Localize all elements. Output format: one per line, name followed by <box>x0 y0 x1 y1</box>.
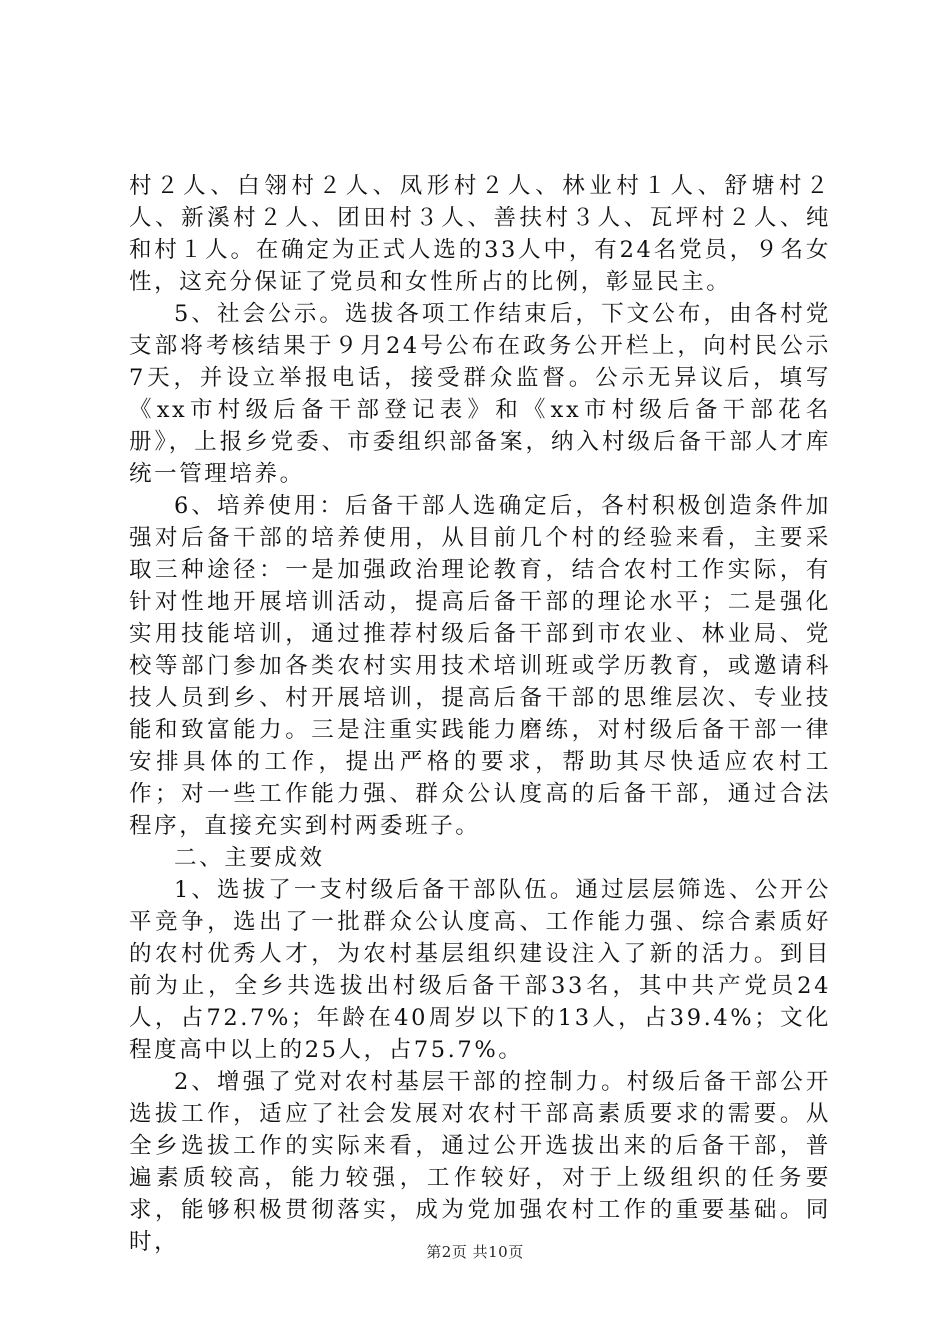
paragraph-continuation: 村２人、白翎村２人、凤形村２人、林业村１人、舒塘村２人、新溪村２人、团田村３人、善扶村３人、瓦坪村２人、纯和村１人。在确定为正式人选的33人中，有24名党员，９名女性，这充分保证了党员和女性所占的比例，彰显民主。 <box>129 173 831 295</box>
paragraph-social-notice: 5、社会公示。选拔各项工作结束后，下文公布，由各村党支部将考核结果于９月24号公布在政务公开栏上，向村民公示7天，并设立举报电话，接受群众监督。公示无异议后，填写《xx市村级后备干部登记表》和《xx市村级后备干部花名册》，上报乡党委、市委组织部备案，纳入村级后备干部人才库统一管理培养。 <box>129 301 831 487</box>
document-body <box>129 170 831 1258</box>
paragraph-selected-team: 1、选拔了一支村级后备干部队伍。通过层层筛选、公开公平竞争，选出了一批群众公认度高、工作能力强、综合素质好的农村优秀人才，为农村基层组织建设注入了新的活力。到目前为止，全乡共选拔出村级后备干部33名，其中共产党员24人，占72.7%；年龄在40周岁以下的13人，占39.4%；文化程度高中以上的25人，占75.7%。 <box>129 877 831 1063</box>
section-heading-main-results: 二、主要成效 <box>174 845 325 871</box>
page-number-footer: 第2页 共10页 <box>426 1243 524 1261</box>
paragraph-training-use: 6、培养使用：后备干部人选确定后，各村积极创造条件加强对后备干部的培养使用，从目前几个村的经验来看，主要采取三种途径：一是加强政治理论教育，结合农村工作实际，有针对性地开展培训活动，提高后备干部的理论水平；二是强化实用技能培训，通过推荐村级后备干部到市农业、林业局、党校等部门参加各类农村实用技术培训班或学历教育，或邀请科技人员到乡、村开展培训，提高后备干部的思维层次、专业技能和致富能力。三是注重实践能力磨练，对村级后备干部一律安排具体的工作，提出严格的要求，帮助其尽快适应农村工作；对一些工作能力强、群众公认度高的后备干部，通过合法程序，直接充实到村两委班子。 <box>129 493 831 839</box>
paragraph-party-control: 2、增强了党对农村基层干部的控制力。村级后备干部公开选拔工作，适应了社会发展对农村干部高素质要求的需要。从全乡选拔工作的实际来看，通过公开选拔出来的后备干部，普遍素质较高，能力较强，工作较好，对于上级组织的任务要求，能够积极贯彻落实，成为党加强农村工作的重要基础。同时， <box>129 1069 831 1255</box>
